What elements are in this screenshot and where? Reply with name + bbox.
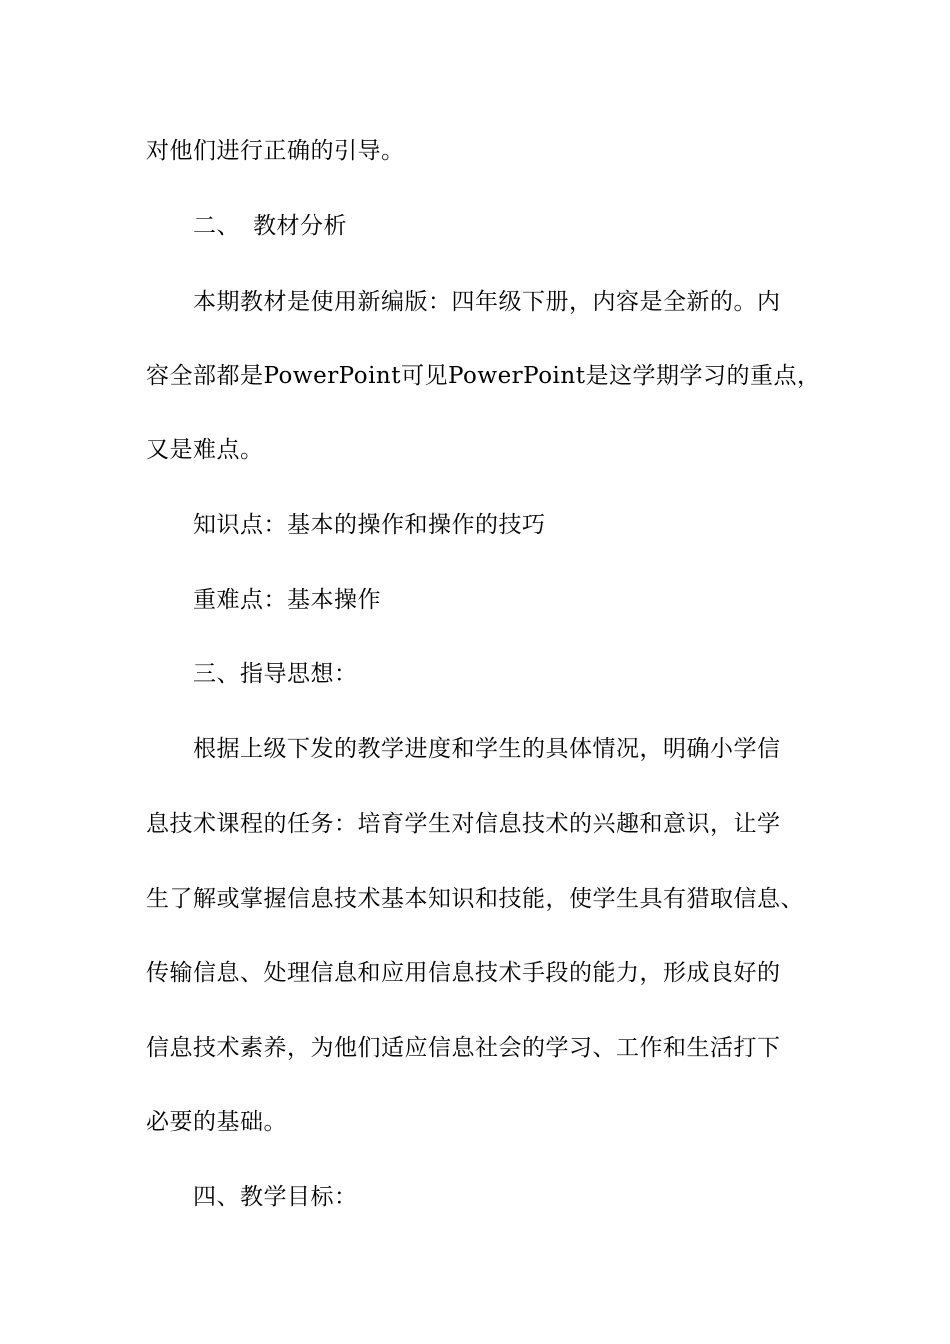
paragraph-line: 根据上级下发的教学进度和学生的具体情况，明确小学信 [193, 736, 781, 762]
section-heading-teaching-goals: 四、教学目标： [193, 1184, 358, 1210]
key-difficulties: 重难点：基本操作 [193, 587, 381, 613]
paragraph-line: 容全部都是PowerPoint可见PowerPoint是这学期学习的重点， [146, 363, 821, 389]
paragraph-line: 对他们进行正确的引导。 [146, 138, 405, 164]
paragraph-line: 必要的基础。 [146, 1109, 287, 1135]
paragraph-line: 又是难点。 [146, 437, 264, 463]
knowledge-points: 知识点：基本的操作和操作的技巧 [193, 512, 546, 538]
paragraph-line: 息技术课程的任务：培育学生对信息技术的兴趣和意识，让学 [146, 811, 781, 837]
section-heading-materials [193, 211, 347, 241]
section-title: 教材分析 [253, 213, 347, 239]
paragraph-line: 传输信息、处理信息和应用信息技术手段的能力，形成良好的 [146, 960, 781, 986]
paragraph-line: 本期教材是使用新编版：四年级下册，内容是全新的。内 [193, 289, 781, 315]
paragraph-line: 信息技术素养，为他们适应信息社会的学习、工作和生活打下 [146, 1035, 781, 1061]
section-number: 二、 [193, 213, 240, 239]
paragraph-line: 生了解或掌握信息技术基本知识和技能，使学生具有猎取信息、 [146, 886, 804, 912]
section-heading-guiding-ideology: 三、指导思想： [193, 661, 358, 687]
